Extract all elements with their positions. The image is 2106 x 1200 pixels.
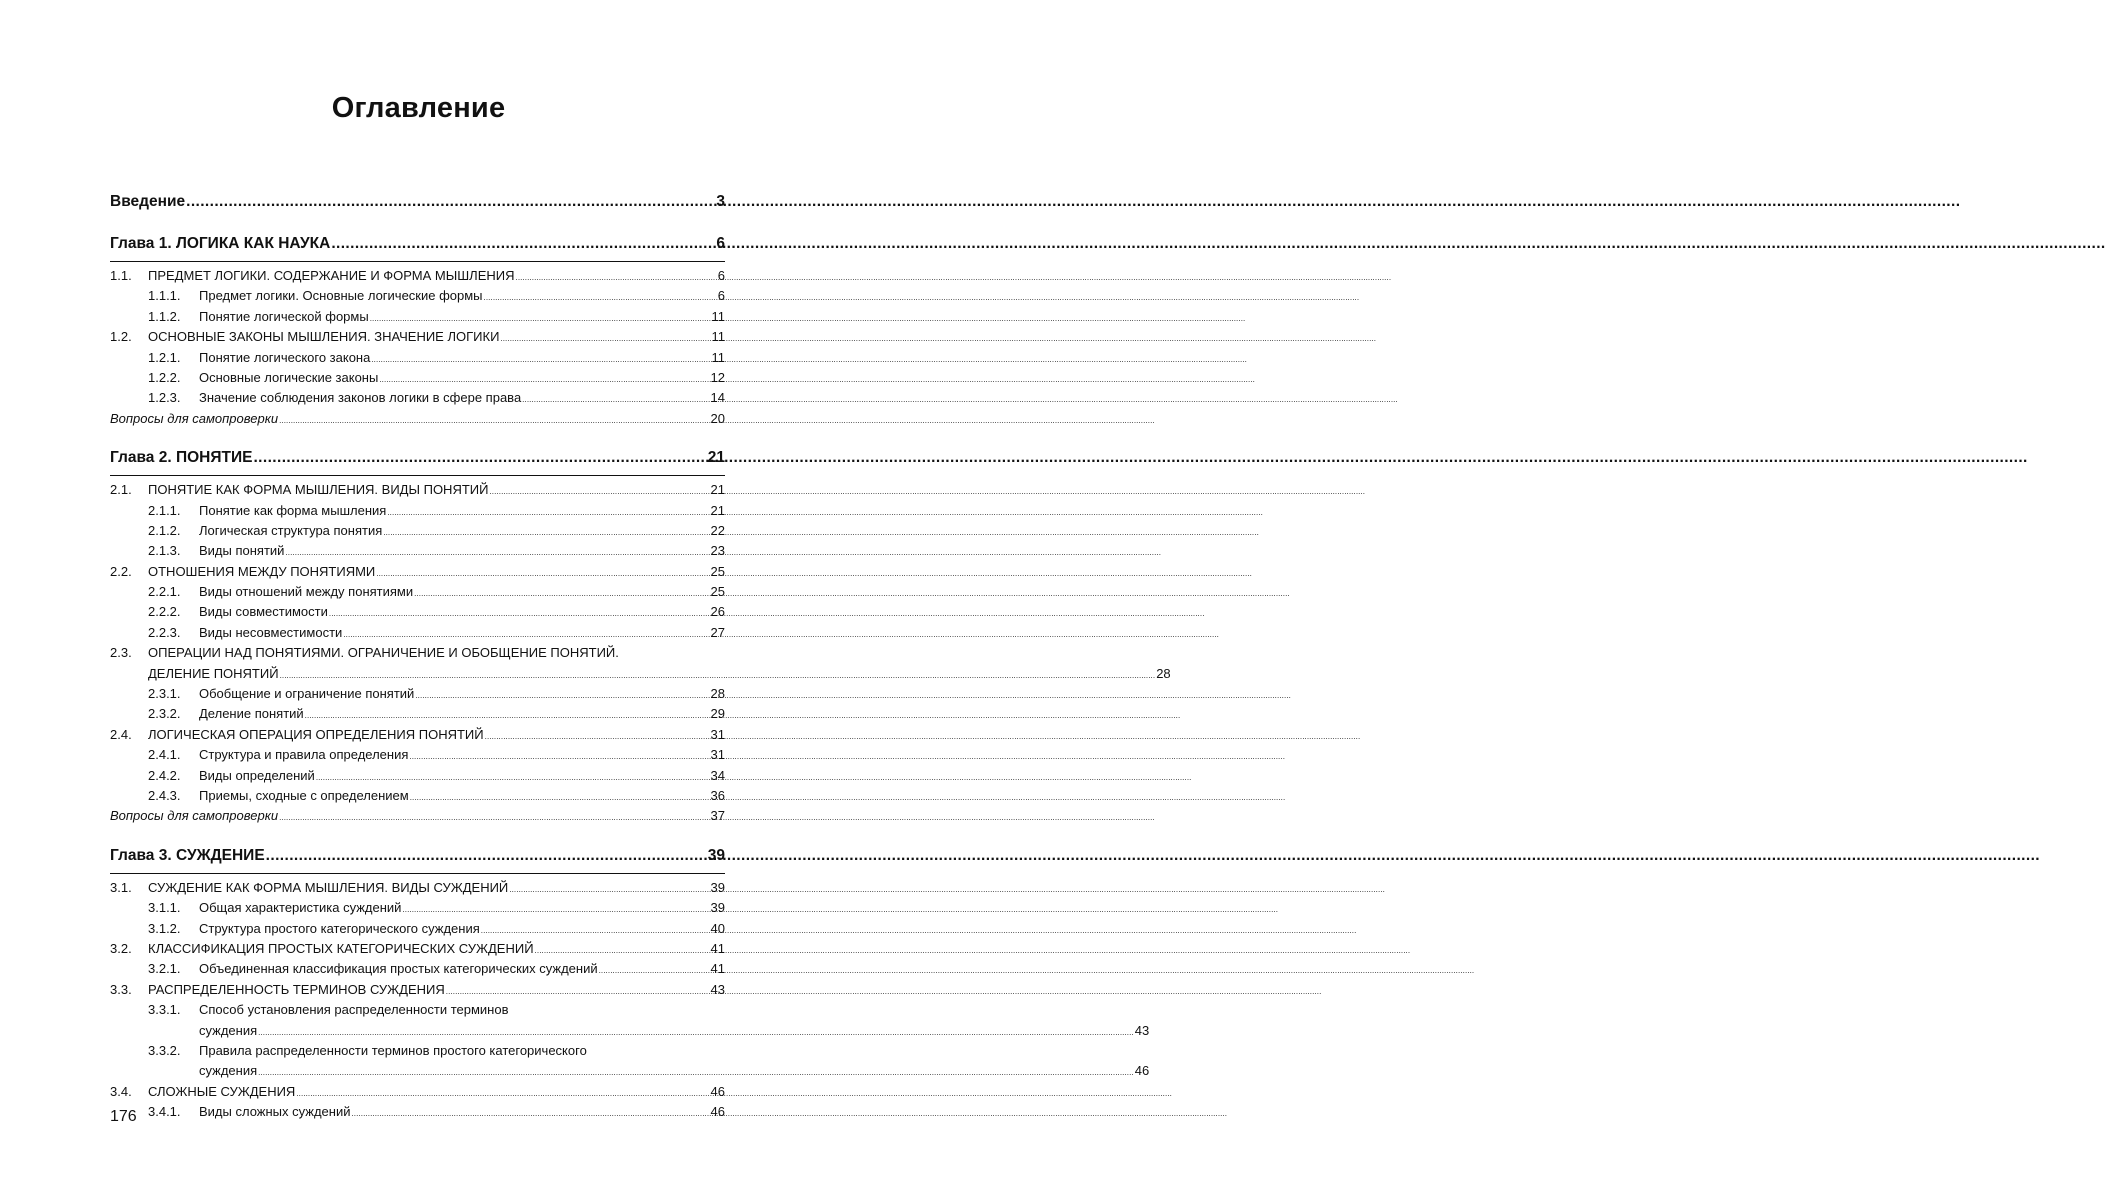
review-questions-title: Вопросы для самопроверки: [110, 410, 279, 426]
subsection-page: 25: [710, 584, 725, 600]
subsection-number: 1.2.3.: [148, 390, 181, 406]
dot-leader: [414, 589, 709, 598]
section-number: 1.2.: [110, 329, 132, 345]
section-number: 3.2.: [110, 940, 132, 956]
section-page: 25: [710, 563, 725, 579]
dot-leader: [253, 449, 706, 467]
section-page: 21: [710, 482, 725, 498]
page-title: Оглавление: [331, 92, 506, 124]
toc-subsection[interactable]: [110, 1042, 1150, 1084]
subsection-title-line2: суждения: [199, 1022, 258, 1038]
subsection-page: 23: [710, 543, 725, 559]
subsection-number: 2.3.1.: [148, 686, 181, 702]
toc-section[interactable]: [110, 482, 725, 502]
dot-leader: [509, 885, 709, 894]
section-page: 43: [710, 981, 725, 997]
subsection-title: Виды определений: [199, 767, 315, 783]
subsection-title-line1: Способ установления распределенности терминов: [199, 1002, 509, 1018]
toc-intro[interactable]: [110, 193, 725, 217]
toc-section[interactable]: [110, 1084, 725, 1104]
subsection-number: 2.4.2.: [148, 767, 181, 783]
toc-subsection[interactable]: [110, 370, 725, 390]
toc-subsection[interactable]: [110, 1002, 1150, 1043]
toc-subsection[interactable]: [110, 350, 725, 370]
toc-chapter-1[interactable]: [110, 235, 725, 259]
toc-section[interactable]: [110, 982, 725, 1002]
section-title: ОСНОВНЫЕ ЗАКОНЫ МЫШЛЕНИЯ. ЗНАЧЕНИЕ ЛОГИКИ: [148, 329, 500, 345]
subsection-number: 2.3.2.: [148, 706, 181, 722]
subsection-title: Общая характеристика суждений: [199, 900, 402, 916]
dot-leader: [280, 671, 1156, 680]
toc-section[interactable]: [110, 329, 725, 349]
toc-review-questions[interactable]: [110, 808, 725, 828]
toc-review-questions[interactable]: [110, 411, 725, 431]
section-page: 31: [710, 726, 725, 742]
dot-leader: [296, 1089, 709, 1098]
section-title: ПОНЯТИЕ КАК ФОРМА МЫШЛЕНИЯ. ВИДЫ ПОНЯТИЙ: [148, 482, 489, 498]
subsection-page: 34: [710, 767, 725, 783]
section-title: СЛОЖНЫЕ СУЖДЕНИЯ: [148, 1083, 296, 1099]
subsection-title: Предмет логики. Основные логические формы: [199, 288, 483, 304]
dot-leader: [481, 926, 710, 935]
subsection-number: 2.2.2.: [148, 604, 181, 620]
subsection-title: Виды отношений между понятиями: [199, 584, 414, 600]
subsection-title: Виды понятий: [199, 543, 285, 559]
subsection-page: 6: [717, 288, 725, 304]
toc-subsection[interactable]: [110, 390, 725, 410]
toc-subsection[interactable]: [110, 309, 725, 329]
dot-leader: [186, 193, 715, 211]
subsection-page: 40: [710, 920, 725, 936]
subsection-number: 2.1.1.: [148, 502, 181, 518]
subsection-page: 28: [710, 686, 725, 702]
subsection-page: 21: [710, 502, 725, 518]
dot-leader: [409, 752, 709, 761]
toc-intro-title: Введение: [110, 193, 186, 210]
section-title: РАСПРЕДЕЛЕННОСТЬ ТЕРМИНОВ СУЖДЕНИЯ: [148, 981, 445, 997]
section-number: 2.3.: [110, 645, 132, 661]
dot-leader: [305, 711, 710, 720]
chapter-3-title: Глава 3. СУЖДЕНИЕ: [110, 846, 265, 864]
subsection-page: 11: [711, 349, 725, 365]
section-page: 28: [1156, 665, 1171, 681]
subsection-number: 1.1.2.: [148, 308, 181, 324]
dot-leader: [402, 905, 709, 914]
subsection-number: 3.1.2.: [148, 920, 181, 936]
chapter-divider: [110, 475, 725, 476]
toc-section[interactable]: [110, 268, 725, 288]
section-page: 6: [717, 268, 725, 283]
dot-leader: [446, 987, 710, 996]
dot-leader: [387, 508, 709, 517]
subsection-title: Понятие логической формы: [199, 308, 369, 324]
chapter-divider: [110, 261, 725, 262]
subsection-title: Обобщение и ограничение понятий: [199, 686, 415, 702]
section-title: ОТНОШЕНИЯ МЕЖДУ ПОНЯТИЯМИ: [148, 563, 376, 579]
section-page: 46: [710, 1083, 725, 1099]
subsection-page: 26: [710, 604, 725, 620]
dot-leader: [285, 548, 709, 557]
subsection-page: 36: [710, 788, 725, 803]
section-title: СУЖДЕНИЕ КАК ФОРМА МЫШЛЕНИЯ. ВИДЫ СУЖДЕНИЙ: [148, 879, 509, 895]
section-title: ЛОГИЧЕСКАЯ ОПЕРАЦИЯ ОПРЕДЕЛЕНИЯ ПОНЯТИЙ: [148, 726, 484, 742]
toc-section[interactable]: [110, 727, 725, 747]
subsection-page: 12: [710, 369, 725, 385]
subsection-number: 3.3.2.: [148, 1042, 181, 1058]
subsection-number: 2.2.1.: [148, 584, 181, 600]
toc-subsection[interactable]: [110, 1104, 725, 1124]
subsection-number: 1.1.1.: [148, 288, 181, 304]
section-number: 3.1.: [110, 879, 132, 895]
dot-leader: [351, 1109, 709, 1118]
toc-subsection[interactable]: [110, 961, 725, 981]
toc-subsection[interactable]: [110, 288, 725, 308]
subsection-title: Понятие логического закона: [199, 349, 371, 365]
subsection-page: 41: [710, 961, 725, 977]
section-number: 2.1.: [110, 482, 132, 498]
dot-leader: [266, 847, 707, 865]
dot-leader: [485, 732, 710, 741]
dot-leader: [376, 569, 709, 578]
section-title: ПРЕДМЕТ ЛОГИКИ. СОДЕРЖАНИЕ И ФОРМА МЫШЛЕНИЯ: [148, 268, 515, 283]
dot-leader: [316, 773, 710, 782]
dot-leader: [279, 813, 709, 822]
dot-leader: [516, 273, 717, 282]
subsection-number: 3.2.1.: [148, 961, 181, 977]
dot-leader: [279, 416, 709, 425]
dot-leader: [331, 235, 715, 253]
toc-subsection[interactable]: [110, 747, 725, 767]
subsection-title: Деление понятий: [199, 706, 304, 722]
subsection-title-line1: Правила распределенности терминов простого категорического: [199, 1042, 587, 1058]
chapter-1-title: Глава 1. ЛОГИКА КАК НАУКА: [110, 235, 331, 252]
toc-subsection[interactable]: [110, 900, 725, 920]
toc-subsection[interactable]: [110, 523, 725, 543]
section-page: 11: [711, 329, 725, 345]
toc-subsection[interactable]: [110, 625, 725, 645]
subsection-title: Виды несовместимости: [199, 624, 343, 640]
subsection-page: 14: [710, 390, 725, 406]
section-number: 2.4.: [110, 726, 132, 742]
dot-leader: [599, 966, 710, 975]
subsection-title: Основные логические законы: [199, 369, 379, 385]
chapter-3-page: 39: [707, 846, 725, 864]
toc-section[interactable]: [110, 564, 725, 584]
subsection-title: Приемы, сходные с определением: [199, 788, 409, 803]
subsection-title: Структура и правила определения: [199, 747, 409, 763]
subsection-number: 2.1.3.: [148, 543, 181, 559]
subsection-number: 3.1.1.: [148, 900, 181, 916]
review-questions-page: 20: [710, 410, 725, 426]
toc-section[interactable]: [110, 941, 725, 961]
section-page: 41: [710, 940, 725, 956]
subsection-title: Понятие как форма мышления: [199, 502, 387, 518]
toc-subsection[interactable]: [110, 543, 725, 563]
dot-leader: [370, 314, 711, 323]
toc-chapter-2[interactable]: [110, 449, 725, 473]
chapter-2-title: Глава 2. ПОНЯТИЕ: [110, 449, 253, 467]
section-title-line1: ОПЕРАЦИИ НАД ПОНЯТИЯМИ. ОГРАНИЧЕНИЕ И ОБОБЩЕНИЕ ПОНЯТИЙ.: [148, 645, 619, 661]
subsection-title-line2: суждения: [199, 1063, 258, 1079]
dot-leader: [484, 293, 717, 302]
chapter-1-page: 6: [716, 235, 725, 252]
subsection-title: Объединенная классификация простых категорических суждений: [199, 961, 598, 977]
subsection-page: 39: [710, 900, 725, 916]
section-number: 3.4.: [110, 1083, 132, 1099]
table-of-contents: [110, 193, 1171, 1125]
dot-leader: [371, 355, 710, 364]
page-number: 176: [110, 1108, 137, 1125]
subsection-title: Виды совместимости: [199, 604, 328, 620]
subsection-page: 27: [710, 624, 725, 640]
toc-subsection[interactable]: [110, 503, 725, 523]
section-title-line2: ДЕЛЕНИЕ ПОНЯТИЙ: [148, 665, 279, 681]
toc-section[interactable]: [110, 645, 1171, 686]
subsection-title: Структура простого категорического суждения: [199, 920, 480, 936]
subsection-number: 1.2.1.: [148, 349, 181, 365]
subsection-title: Значение соблюдения законов логики в сфере права: [199, 390, 522, 406]
section-page: 39: [710, 879, 725, 895]
dot-leader: [258, 1028, 1134, 1037]
dot-leader: [383, 528, 709, 537]
review-questions-page: 37: [710, 808, 725, 824]
toc-subsection[interactable]: [110, 686, 725, 706]
subsection-title: Виды сложных суждений: [199, 1104, 351, 1120]
subsection-page: 43: [1134, 1022, 1150, 1038]
section-number: 3.3.: [110, 981, 132, 997]
subsection-page: 46: [710, 1104, 725, 1120]
dot-leader: [329, 609, 710, 618]
toc-subsection[interactable]: [110, 788, 725, 808]
subsection-number: 3.3.1.: [148, 1002, 181, 1018]
subsection-number: 3.4.1.: [148, 1104, 181, 1120]
chapter-2-page: 21: [707, 449, 725, 467]
subsection-page: 46: [1134, 1063, 1150, 1079]
dot-leader: [489, 487, 709, 496]
subsection-number: 2.4.1.: [148, 747, 181, 763]
toc-subsection[interactable]: [110, 584, 725, 604]
chapter-divider: [110, 873, 725, 874]
dot-leader: [410, 793, 710, 802]
toc-chapter-3[interactable]: [110, 847, 725, 871]
subsection-title: Логическая структура понятия: [199, 522, 383, 538]
subsection-number: 2.4.3.: [148, 788, 181, 803]
toc-subsection[interactable]: [110, 921, 725, 941]
dot-leader: [500, 334, 710, 343]
subsection-page: 31: [710, 747, 725, 763]
subsection-number: 1.2.2.: [148, 369, 181, 385]
subsection-page: 11: [711, 308, 725, 324]
subsection-number: 2.2.3.: [148, 624, 181, 640]
toc-intro-page: 3: [716, 193, 725, 210]
dot-leader: [522, 395, 709, 404]
dot-leader: [343, 630, 709, 639]
dot-leader: [535, 946, 710, 955]
subsection-number: 2.1.2.: [148, 522, 181, 538]
subsection-page: 22: [710, 522, 725, 538]
review-questions-title: Вопросы для самопроверки: [110, 808, 279, 824]
dot-leader: [258, 1068, 1134, 1077]
toc-section[interactable]: [110, 880, 725, 900]
dot-leader: [415, 691, 709, 700]
section-number: 2.2.: [110, 563, 132, 579]
toc-subsection[interactable]: [110, 706, 725, 726]
toc-subsection[interactable]: [110, 604, 725, 624]
subsection-page: 29: [710, 706, 725, 722]
section-title: КЛАССИФИКАЦИЯ ПРОСТЫХ КАТЕГОРИЧЕСКИХ СУЖДЕНИЙ: [148, 940, 534, 956]
toc-subsection[interactable]: [110, 768, 725, 788]
section-number: 1.1.: [110, 268, 132, 283]
dot-leader: [379, 375, 709, 384]
